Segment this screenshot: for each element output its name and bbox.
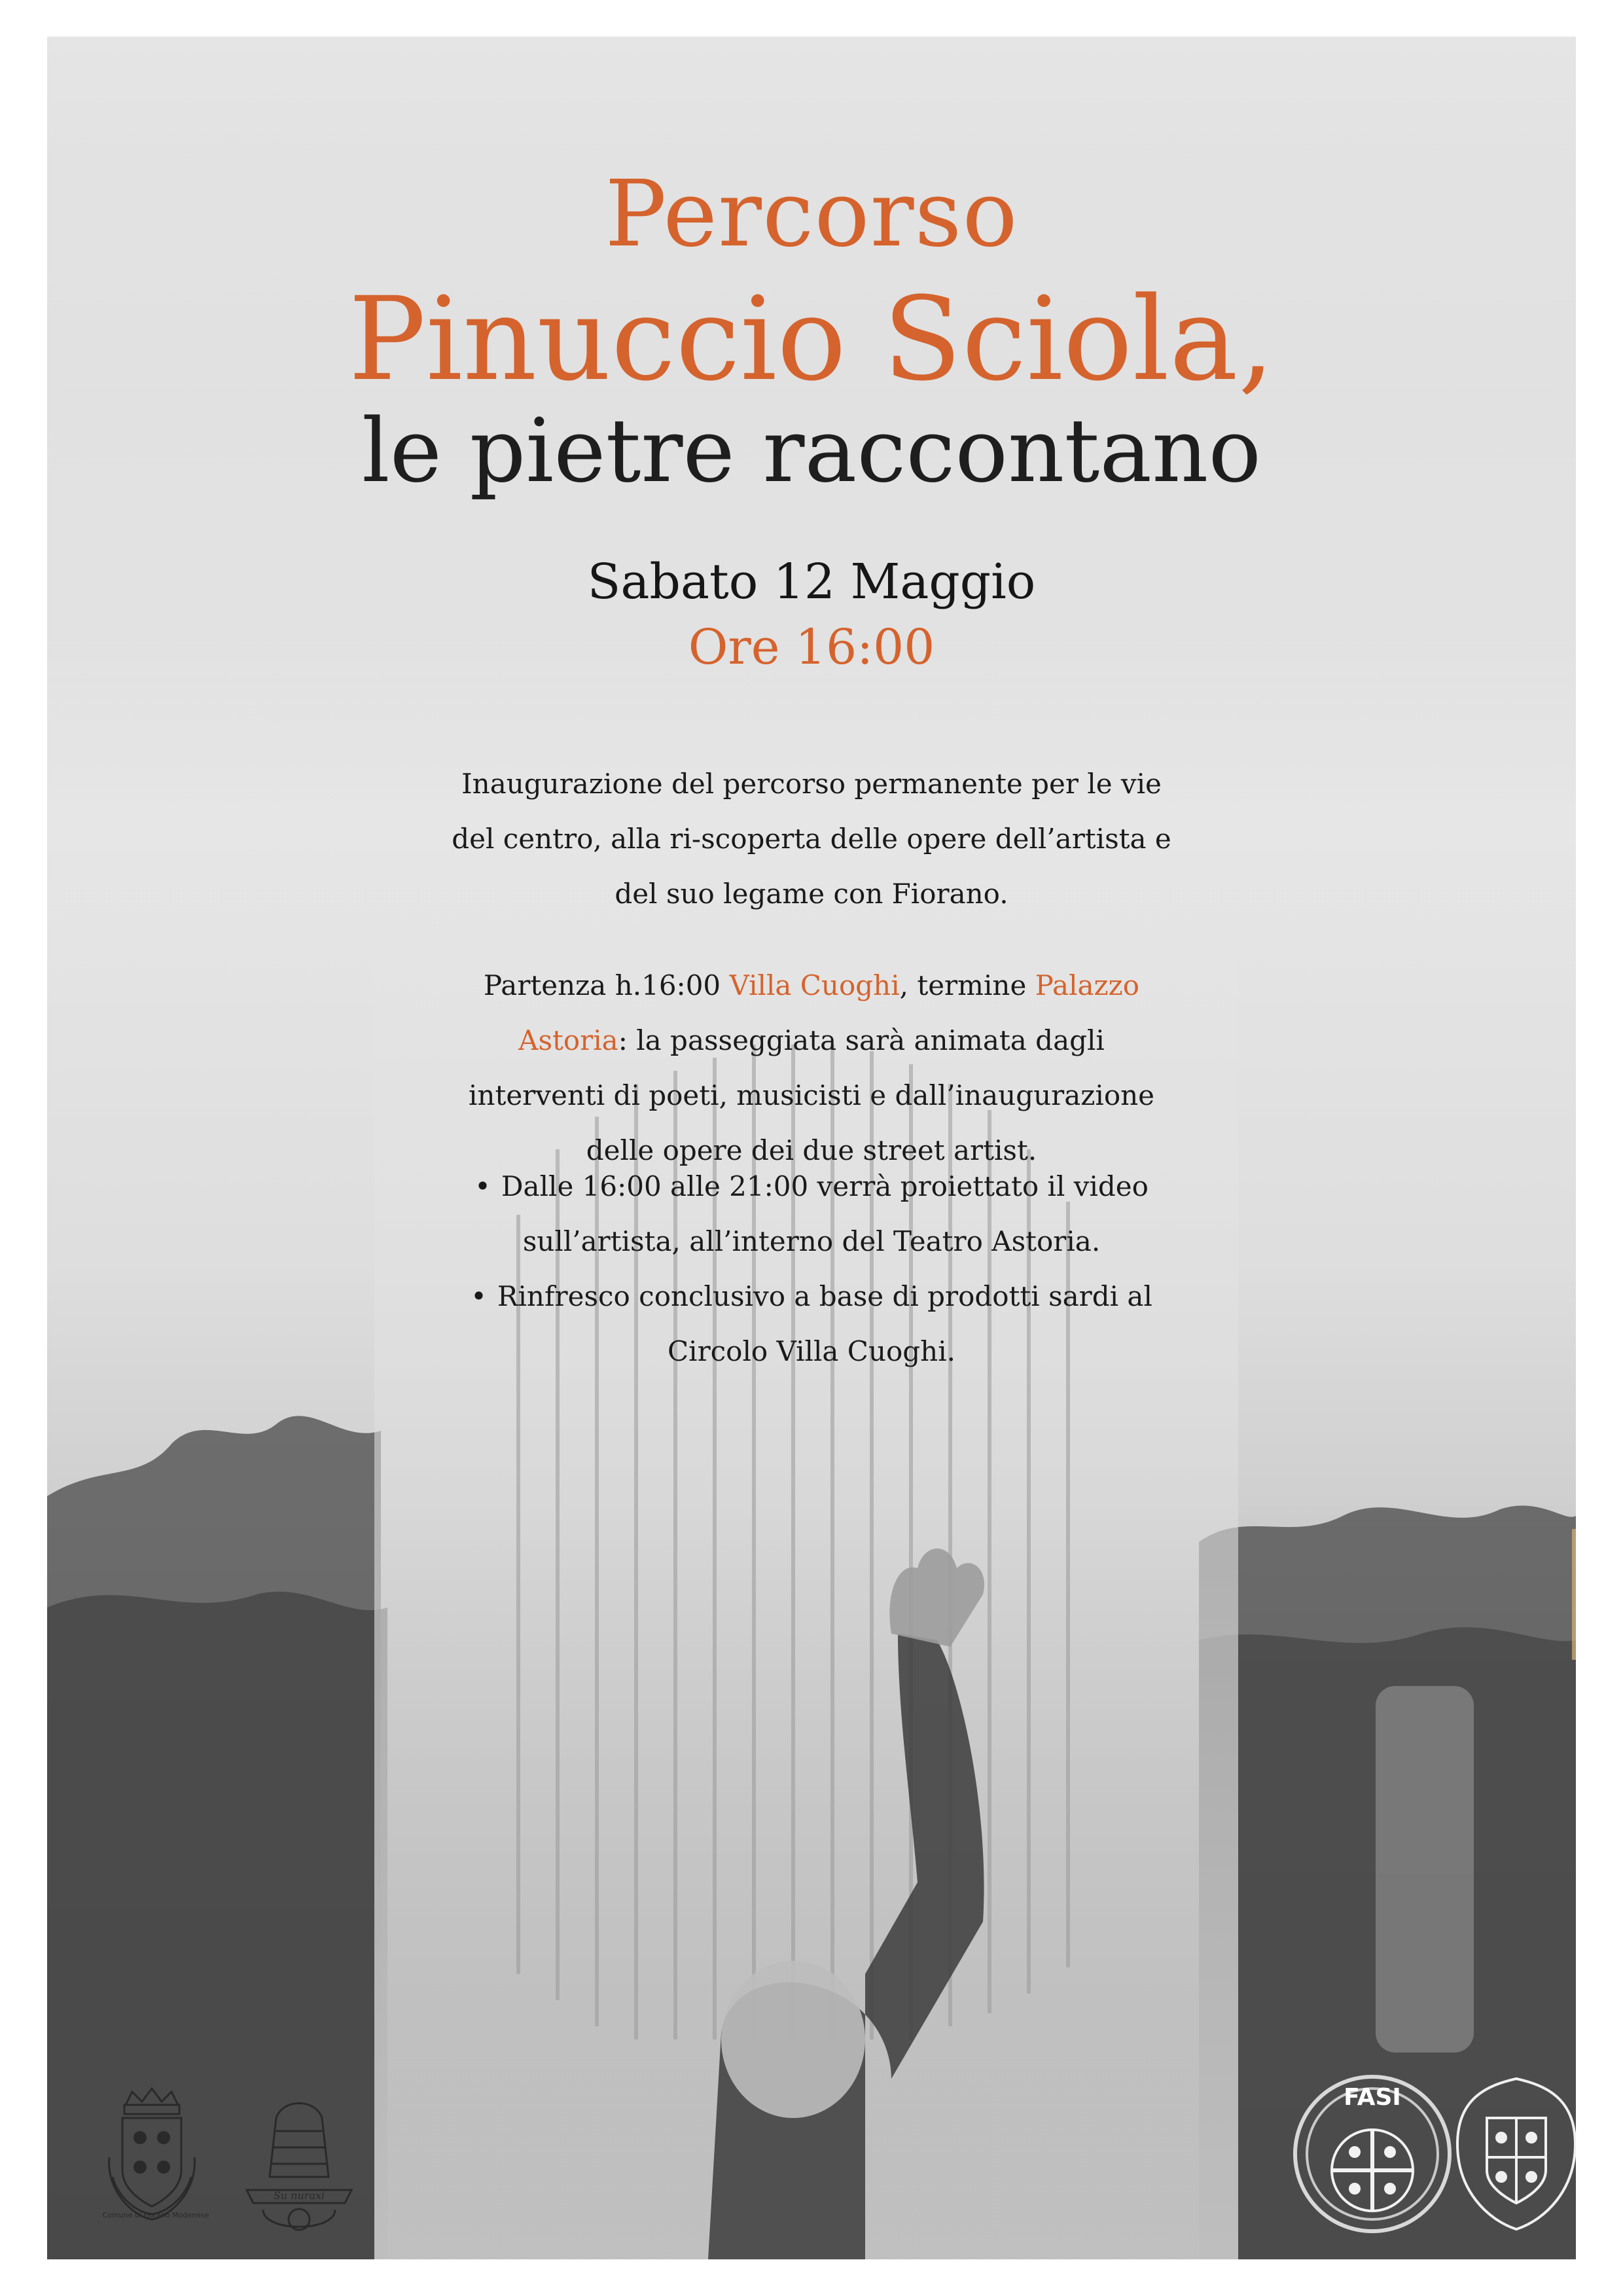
- description-paragraph: Inaugurazione del percorso permanente per le vie del centro, alla ri-scoperta delle opere dell’artista e del suo legame con Fiorano.: [452, 768, 1171, 910]
- title-line-2: Pinuccio Sciola,: [348, 272, 1275, 406]
- route-start-villa-cuoghi: Villa Cuoghi: [729, 969, 900, 1001]
- bullet-rinfresco: [452, 1269, 1171, 1379]
- event-date: Sabato 12 Maggio: [587, 554, 1036, 610]
- route-end-palazzo-astoria: Palazzo Astoria: [518, 969, 1140, 1056]
- bullet-text: Dalle 16:00 alle 21:00 verrà proiettato il video sull’artista, all’interno del Teatro Astoria.: [501, 1170, 1149, 1257]
- route-suffix: : la passeggiata sarà animata dagli interventi di poeti, musicisti e dall’inaugurazione delle opere dei due street artist.: [468, 1024, 1155, 1166]
- nuraghe-caption: Su nuraxi: [273, 2189, 325, 2202]
- sardegna-crest-icon: [1448, 2072, 1576, 2236]
- title-line-1: Percorso: [605, 161, 1018, 268]
- bullet-dot-icon: •: [471, 1280, 487, 1312]
- fasi-wordmark: FASI: [1344, 2084, 1401, 2111]
- bullet-video: [452, 1159, 1171, 1269]
- title-line-3: le pietre raccontano: [361, 400, 1262, 502]
- nuraghe-logo-icon: [237, 2079, 361, 2242]
- route-prefix: Partenza h.16:00: [483, 969, 730, 1001]
- bullet-text: Rinfresco conclusivo a base di prodotti sardi al Circolo Villa Cuoghi.: [497, 1280, 1152, 1367]
- event-time: Ore 16:00: [688, 619, 935, 675]
- info-bullet-list: [452, 1159, 1171, 1379]
- poster: [47, 37, 1576, 2259]
- route-paragraph: [452, 958, 1171, 1178]
- comune-caption: Comune di Fiorano Modenese: [102, 2211, 209, 2219]
- route-middle: , termine: [899, 969, 1035, 1001]
- accent-strip: [1572, 1529, 1576, 1660]
- bullet-dot-icon: •: [474, 1170, 491, 1202]
